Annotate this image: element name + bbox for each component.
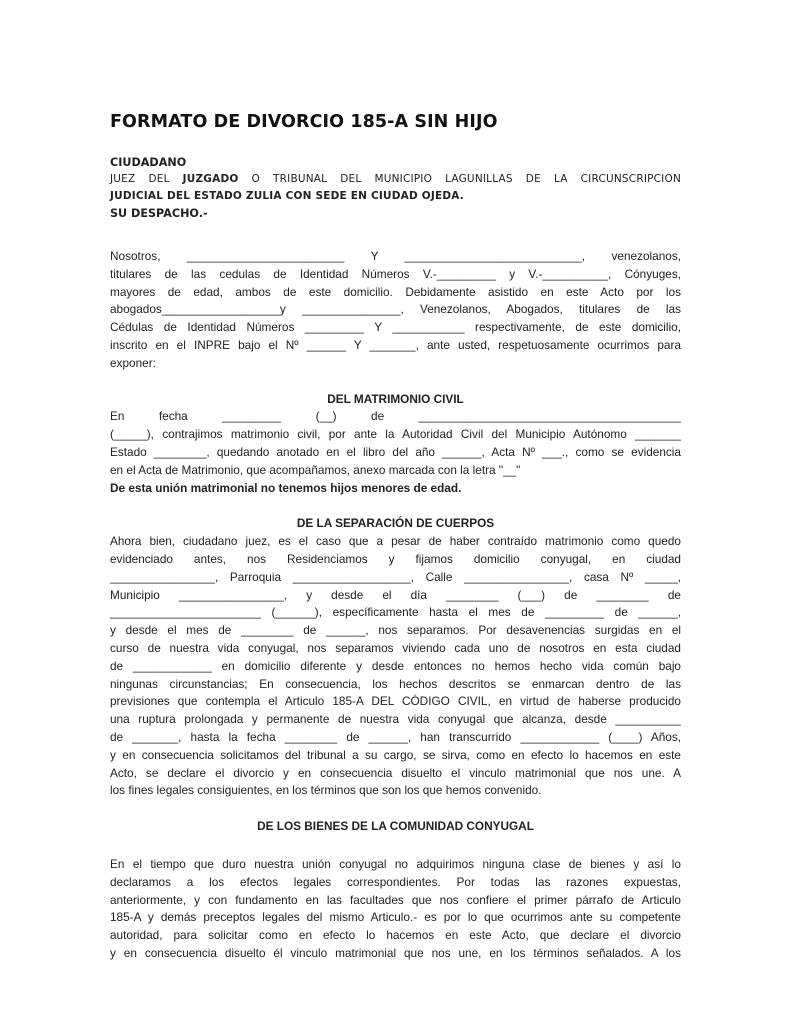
text-line: declaramos a los efectos legales correspondientes. Por todas las razones expuestas, bbox=[110, 874, 681, 889]
text-line: en el Acta de Matrimonio, que acompañamos, anexo marcada con la letra "__" bbox=[110, 462, 521, 477]
section-heading-separacion: DE LA SEPARACIÓN DE CUERPOS bbox=[296, 516, 495, 531]
addressee-line-2: JUEZ DEL JUZGADO O TRIBUNAL DEL MUNICIPIO LAGUNILLAS DE LA CIRCUNSCRIPCION bbox=[110, 173, 681, 185]
text-line: 185-A y demás preceptos legales del mismo Articulo.- es por lo que ocurrimos ante su competente bbox=[110, 910, 681, 925]
section-separacion-paragraph bbox=[110, 533, 681, 800]
text-line: y en consecuencia disuelto él vinculo matrimonial que nos une, en los términos señalados. A los bbox=[110, 945, 681, 960]
text-line: evidenciado antes, nos Residenciamos y fijamos domicilio conyugal, en ciudad bbox=[110, 551, 681, 566]
text-line: ningunas circunstancias; En consecuencia, los hechos descritos se enmarcan dentro de las bbox=[110, 676, 681, 691]
addressee-line-3: JUDICIAL DEL ESTADO ZULIA CON SEDE EN CIUDAD OJEDA. bbox=[110, 190, 464, 202]
section-matrimonio-paragraph bbox=[110, 408, 681, 497]
text-line: _______________________ (______), específicamente hasta el mes de _________ de ______, bbox=[110, 605, 681, 620]
text-line: Municipio ________________, y desde el día ________ (___) de ________ de bbox=[110, 587, 681, 602]
text-line: Estado ________, quedando anotado en el libro del año ______, Acta Nº ___., como se evidencia bbox=[110, 444, 681, 459]
addressee-block bbox=[110, 154, 681, 222]
intro-paragraph bbox=[110, 248, 681, 373]
text-line: titulares de las cedulas de Identidad Números V.-_________ y V.-__________, Cónyuges, bbox=[110, 266, 681, 281]
text-line: Nosotros, ________________________ Y ___________________________, venezolanos, bbox=[110, 249, 681, 263]
text-line: Ahora bien, ciudadano juez, es el caso que a pesar de haber contraído matrimonio como quedo bbox=[110, 534, 681, 549]
section-bienes-paragraph bbox=[110, 856, 681, 963]
text-line: En fecha _________ (__) de ________________________________________ bbox=[110, 409, 681, 424]
text-line: y en consecuencia solicitamos del tribunal a su cargo, se sirva, como en efecto lo hacemos en este bbox=[110, 747, 681, 762]
section-heading-bienes: DE LOS BIENES DE LA COMUNIDAD CONYUGAL bbox=[257, 819, 534, 834]
text-line: previsiones que contempla el Articulo 185-A DEL CÓDIGO CIVIL, en virtud de haberse producido bbox=[110, 694, 681, 709]
text-line: abogados__________________y _______________, Venezolanos, Abogados, titulares de las bbox=[110, 302, 681, 317]
addressee-line-4: SU DESPACHO.- bbox=[110, 207, 208, 220]
text-line: autoridad, para solicitar como en efecto lo hacemos en este Acto, que declare el divorcio bbox=[110, 928, 681, 943]
text-line: Cédulas de Identidad Números _________ Y ___________ respectivamente, de este domicilio, bbox=[110, 320, 681, 335]
text-line: los fines legales consiguientes, en los términos que son los que hemos convenido. bbox=[110, 783, 542, 798]
text-line: mayores de edad, ambos de este domicilio. Debidamente asistido en este Acto por los bbox=[110, 284, 681, 299]
addressee-line-1: CIUDADANO bbox=[110, 156, 187, 169]
text-line: Acto, se declare el divorcio y en consecuencia disuelto el vinculo matrimonial que nos une. A bbox=[110, 765, 681, 780]
document-body bbox=[110, 112, 681, 963]
text-line: exponer: bbox=[110, 355, 156, 370]
text-line: ________________, Parroquia __________________, Calle ________________, casa Nº _____, bbox=[110, 569, 681, 584]
document-title: FORMATO DE DIVORCIO 185-A SIN HIJO bbox=[110, 112, 498, 132]
text-line: anteriormente, y con fundamento en las facultades que nos confiere el primer párrafo de Articulo bbox=[110, 892, 681, 907]
text-line: inscrito en el INPRE bajo el Nº ______ Y _______, ante usted, respetuosamente ocurrimos para bbox=[110, 337, 681, 352]
text-line-no-children: De esta unión matrimonial no tenemos hijos menores de edad. bbox=[110, 480, 462, 495]
section-heading-matrimonio: DEL MATRIMONIO CIVIL bbox=[327, 391, 464, 406]
text-line: curso de nuestra vida conyugal, nos separamos viviendo cada uno de nosotros en esta ciudad bbox=[110, 640, 681, 655]
text-line: una ruptura prolongada y permanente de nuestra vida conyugal que alcanza, desde __________ bbox=[110, 712, 681, 727]
text-line: de ____________ en domicilio diferente y desde entonces no hemos hecho vida común bajo bbox=[110, 658, 681, 673]
text-line: En el tiempo que duro nuestra unión conyugal no adquirimos ninguna clase de bienes y así lo bbox=[110, 856, 681, 871]
text-line: de _______, hasta la fecha ________ de ______, han transcurrido ____________ (____) Años, bbox=[110, 729, 681, 744]
text-line: (_____), contrajimos matrimonio civil, por ante la Autoridad Civil del Municipio Autónomo _______ bbox=[110, 427, 681, 442]
text-line: y desde el mes de ________ de ______, nos separamos. Por desavenencias surgidas en el bbox=[110, 623, 681, 638]
